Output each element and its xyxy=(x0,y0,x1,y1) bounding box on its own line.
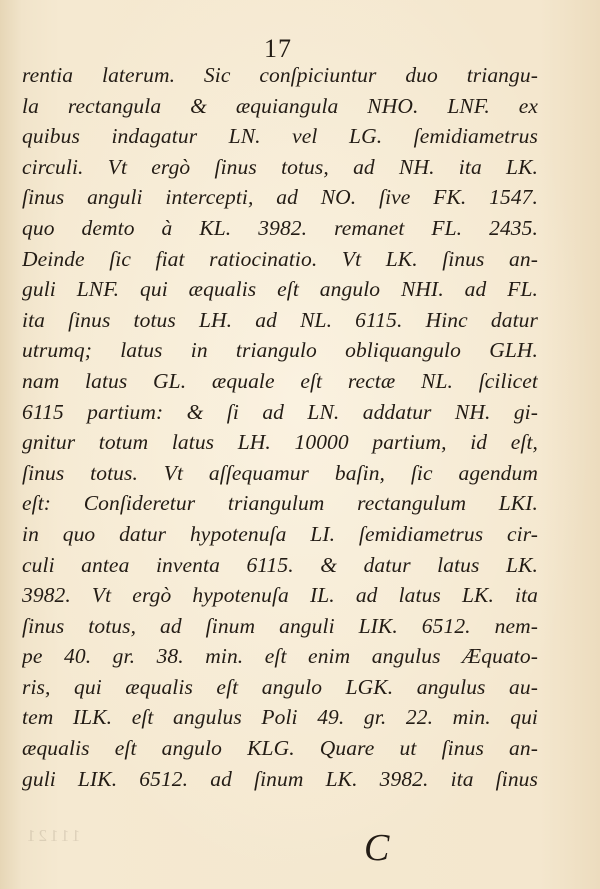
text-line: guli LIK. 6512. ad ſinum LK. 3982. ita ſinus xyxy=(22,766,538,791)
text-line: rentia laterum. Sic conſpiciuntur duo triangu- xyxy=(22,63,538,87)
show-through-text: 11121 xyxy=(24,826,81,845)
text-line: eſt: Conſideretur triangulum rectangulum LKI. xyxy=(22,491,538,516)
text-line: ita ſinus totus LH. ad NL. 6115. Hinc datur xyxy=(22,307,538,332)
body-text xyxy=(22,60,538,794)
page-number: 17 xyxy=(264,34,292,63)
text-line: utrumq; latus in triangulo obliquangulo GLH. xyxy=(22,338,538,363)
text-line: 3982. Vt ergò hypotenuſa IL. ad latus LK. ita xyxy=(22,583,538,608)
text-line: in quo datur hypotenuſa LI. ſemidiametrus cir- xyxy=(22,521,538,546)
text-line: tem ILK. eſt angulus Poli 49. gr. 22. min. qui xyxy=(22,705,538,730)
text-line: quibus indagatur LN. vel LG. ſemidiametrus xyxy=(22,124,538,149)
text-line: guli LNF. qui æqualis eſt angulo NHI. ad FL. xyxy=(22,277,538,302)
text-line: gnitur totum latus LH. 10000 partium, id eſt, xyxy=(22,430,538,455)
text-line: ſinus totus, ad ſinum anguli LIK. 6512. nem- xyxy=(22,613,538,638)
text-line: nam latus GL. æquale eſt rectæ NL. ſcilicet xyxy=(22,368,538,393)
text-line: pe 40. gr. 38. min. eſt enim angulus Æquato- xyxy=(22,644,538,669)
text-line: circuli. Vt ergò ſinus totus, ad NH. ita LK. xyxy=(22,154,538,179)
text-line: la rectangula & æquiangula NHO. LNF. ex xyxy=(22,93,538,118)
text-line: æqualis eſt angulo KLG. Quare ut ſinus an- xyxy=(22,736,538,761)
text-line: ris, qui æqualis eſt angulo LGK. angulus au- xyxy=(22,674,538,699)
text-line: culi antea inventa 6115. & datur latus LK. xyxy=(22,552,538,577)
catchword: C xyxy=(364,827,390,869)
text-line: ſinus totus. Vt aſſequamur baſin, ſic agendum xyxy=(22,460,538,485)
text-line: quo demto à KL. 3982. remanet FL. 2435. xyxy=(22,215,538,240)
text-line: Deinde ſic fiat ratiocinatio. Vt LK. ſinus an- xyxy=(22,246,538,271)
text-line: 6115 partium: & ſi ad LN. addatur NH. gi- xyxy=(22,399,538,424)
text-line: ſinus anguli intercepti, ad NO. ſive FK. 1547. xyxy=(22,185,538,210)
